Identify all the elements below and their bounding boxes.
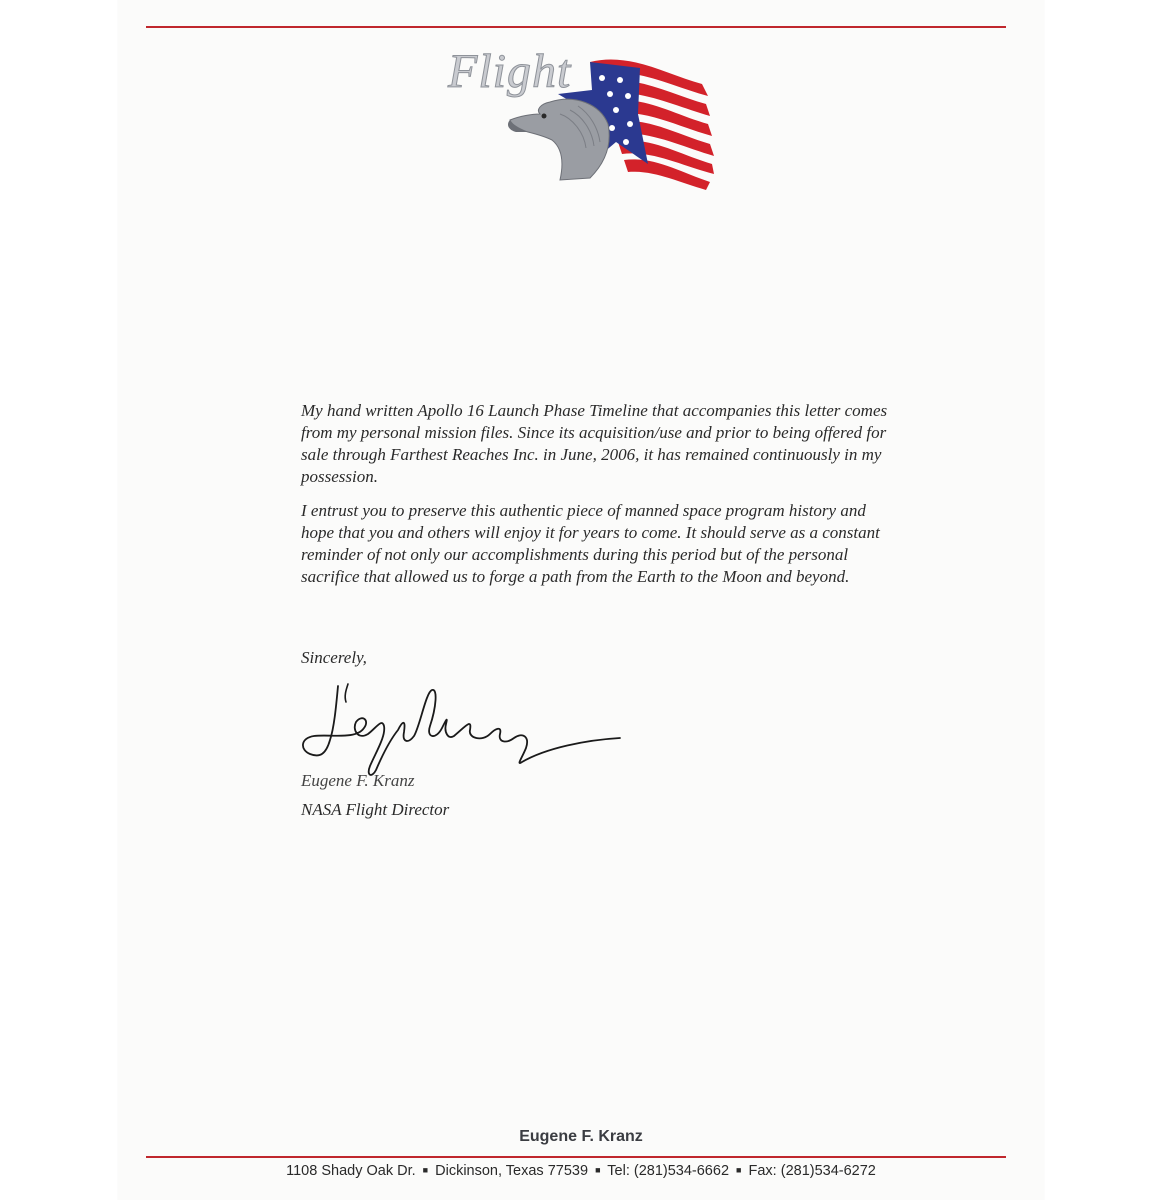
bullet-icon: ■ [736,1165,742,1175]
signer-name: Eugene F. Kranz [301,771,415,790]
bottom-rule [146,1156,1006,1158]
footer-city: Dickinson, Texas 77539 [435,1163,589,1179]
top-rule [146,26,1006,28]
footer-name: Eugene F. Kranz [519,1128,643,1145]
closing: Sincerely, [301,648,367,667]
footer-tel: Tel: (281)534-6662 [607,1163,730,1179]
flight-logo [440,44,730,194]
paragraph-1: My hand written Apollo 16 Launch Phase Timeline that accompanies this letter comes from my personal mission files. Since its acquisition/use and prior to being offered for sale through Farthest Reaches Inc. in June, 2006, it has remained continuously in my possession. [301,401,888,486]
signer-title: NASA Flight Director [301,800,450,819]
letter-body [301,400,901,600]
bullet-icon: ■ [422,1165,429,1175]
paragraph-2: I entrust you to preserve this authentic piece of manned space program history and hope that you and others will enjoy it for years to come. It should serve as a constant reminder of not only our accomplishments during this period but of the personal sacrifice that allowed us to forge a path from the Earth to the Moon and beyond. [301,501,880,586]
letter-page [118,0,1044,1200]
footer-fax: Fax: (281)534-6272 [748,1163,876,1179]
bullet-icon: ■ [595,1165,601,1175]
footer-address [118,1163,1044,1179]
logo-wordmark: Flight [448,45,572,98]
footer-street: 1108 Shady Oak Dr. [286,1163,416,1179]
